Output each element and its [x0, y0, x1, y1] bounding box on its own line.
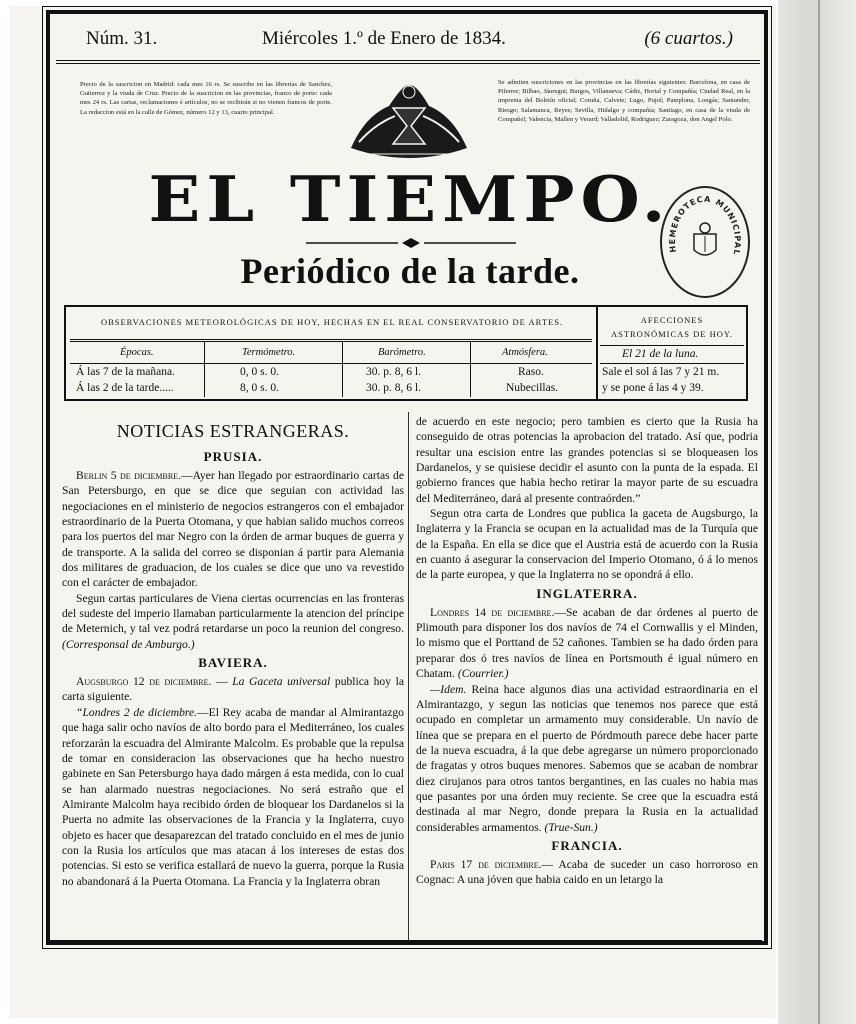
article-londres-letter: “Londres 2 de diciembre.—El Rey acaba de mandar al Almirantazgo que haga salir ocho navíos de alto bordo para el Mediterráneo, los cuales reforzarán la escuadra del Almirante Malcolm. Es probable que la repulsa de tomar en consideracion las observaciones que ha hecho nuestro gabinete en San Petersburgo haya dado márgen á esta medida, con lo cual se han alarmado nuestras negociaciones. No será estraño que el Almirante Malcolm haya recibido órden de bloquear los Dardanelos si la Puerta no admite las observaciones de la Francia y la Inglaterra, cuyo objeto es hacer que desaparezcan del tratado concluido en el mes de junio con la Rusia los artículos que mas atacan á los intereses de estas dos potencias. Si esto se verifica estallará de nuevo la guerra, porque la Rusia no abandonará á la Puerta Otomana. La Francia y la Inglaterra obran — [62, 705, 404, 888]
astro-sunrise: Sale el sol á las 7 y 21 m. — [602, 366, 720, 378]
francia-heading: FRANCIA. — [551, 837, 623, 853]
astro-sunset: y se pone á las 4 y 39. — [602, 382, 704, 394]
meteorological-panel — [66, 307, 598, 399]
baviera-heading: BAVIERA. — [198, 655, 268, 671]
row1-atmosfera: Raso. — [518, 366, 544, 378]
weather-caption: OBSERVACIONES METEOROLÓGICAS DE HOY, HECHAS EN EL REAL CONSERVATORIO DE ARTES. — [100, 317, 564, 327]
title-ornament-icon — [306, 238, 516, 248]
row1-barometro: 30. p. 8, 6 l. — [366, 366, 421, 378]
masthead-rule — [56, 60, 760, 61]
row2-termometro: 8, 0 s. 0. — [240, 382, 279, 394]
header-atmosfera: Atmósfera. — [502, 347, 548, 358]
issue-price: (6 cuartos.) — [644, 28, 733, 49]
header-barometro: Barómetro. — [378, 347, 426, 358]
header-epocas: Épocas. — [120, 347, 154, 358]
article-idem: —Idem. Reina hace algunos dias una actividad estraordinaria en el Almirantazgo, y segun las noticias que tenemos nos parece que está ocupado en completar un armamento muy considerable. Un navío de línea que se prepara en el puerto de Pórdmouth parece debe hacer parte de la nueva escuadra, á la que debe agregarse un número proporcionado de fragatas y otros buques menores. Sabemos que se acaban de nombrar diez cirujanos para otros tantos bergantines, en las cuales no habia mas que pasantes por una órden muy reciente. Se cree que la escuadra está destinada al mar Negro, donde prepara la Rusia en la actualidad considerables armamentos. (True-Sun.) — [416, 682, 758, 834]
row2-atmosfera: Nubecillas. — [506, 382, 559, 394]
hourglass-emblem-icon — [345, 76, 473, 162]
row2-epoca: Á las 2 de la tarde..... — [76, 382, 174, 394]
subscription-notice: Precio de la suscricion en Madrid: cada mes 16 rs. Se suscribe en las librerías de Sanchez, Gutierrez y la viuda de Cruz. Precio de la suscricion en las provincias, franco de porte: cada mes 24 rs. Las cartas, reclamaciones é artículos, no se recibirán si no vienen francos de porte. La redaccion está en la calle de Gómez, número 12 y 13, cuarto principal. — [80, 81, 332, 116]
hemeroteca-seal-icon — [662, 188, 748, 296]
inglaterra-heading: INGLATERRA. — [536, 585, 638, 601]
article-augsburgo: Augsburgo 12 de diciembre. — La Gaceta universal publica hoy la carta siguiente. — [62, 675, 404, 704]
column-divider — [408, 412, 409, 940]
svg-text:HEMEROTECA MUNICIPAL · MADRID: HEMEROTECA MUNICIPAL — [667, 194, 743, 257]
weather-observations-table — [64, 305, 748, 401]
provincial-subscription-notice: Se admiten suscriciones en las provincias en las librerías siguientes: Barcelona, en casa de Piferrer; Bilbao, Jáuregui; Burgos, Villanueva; Cádiz, Hortal y Compañía; Ciudad Real, en la imprenta del Boletín oficial; Coruña, Calvete; Lugo, Pujol; Pamplona, Longás; Santander, Riesgo; Salamanca, Reyes; Sevilla, Hidalgo y compañía; Santiago, en casa de la viuda de Compañel; Valencia, Mallen y Verard; Valladolid, Rodriguez; Zaragoza, don Angel Polo. — [498, 79, 750, 123]
issue-number: Núm. 31. — [86, 28, 158, 49]
article-berlin: Berlin 5 de diciembre.—Ayer han llegado por estraordinario cartas de San Petersburgo, en que se dice que seguian con actividad las negociaciones en el ministerio de negocios estrangeros con el embajador estraordinario de la Puerta Otomana, y que habian salido muchos correos para los puertos del mar Negro con la órden de armar buques de guerra y de transporte. A la salida del correo se disponian á partir para Alemania dos militares de graduacion, de los cuales se dice que uno va revestido con el carácter de embajador. — [62, 469, 404, 590]
row1-epoca: Á las 7 de la mañana. — [76, 366, 175, 378]
astronomical-panel — [598, 307, 746, 399]
article-viena: Segun cartas particulares de Viena ciertas ocurrencias en las fronteras del sudeste del imperio llamaban particularmente la atencion del príncipe de Meternich, y tal vez podrá retardarse un poco la reunion del congreso. (Corresponsal de Amburgo.) — [62, 591, 404, 651]
article-augsburgo-gaceta: Segun otra carta de Londres que publica la gaceta de Augsburgo, la Inglaterra y la Francia se ocupan en la actualidad mas de la Turquía que de la España. En ella se dice que el Austria está de acuerdo con la Rusia en cuanto á asegurar la conservacion del Imperio Otomano, ó á lo menos de la parte europea, y que la Inglaterra no se opondrá á ello. — [416, 507, 758, 582]
masthead-rule-2 — [56, 63, 760, 64]
prusia-heading: PRUSIA. — [203, 449, 263, 464]
left-column — [62, 416, 404, 889]
article-londres: Londres 14 de diciembre.—Se acaban de dar órdenes al puerto de Plimouth para disponer los dos navíos de 74 el Cornwallis y el Minden, lo mismo que el Porttand de 52 cañones. Tambien se ha dado órden para preparar dos ó tres navíos de línea en Portsmouth é igual número en Chatam. (Courrier.) — [416, 605, 758, 681]
issue-date: Miércoles 1.º de Enero de 1834. — [262, 28, 506, 49]
bottom-rule — [50, 940, 762, 943]
library-stamp — [660, 186, 750, 298]
section-heading: NOTICIAS ESTRANGERAS. — [116, 421, 350, 441]
masthead-line — [56, 28, 761, 54]
row1-termometro: 0, 0 s. 0. — [240, 366, 279, 378]
row2-barometro: 30. p. 8, 6 l. — [366, 382, 421, 394]
scanned-page-edge — [778, 0, 856, 1024]
astro-moon: El 21 de la luna. — [622, 348, 699, 360]
newspaper-subtitle: Periódico de la tarde. — [240, 251, 580, 291]
header-termometro: Termómetro. — [242, 347, 296, 358]
article-continuation: de acuerdo en este negocio; pero tambien es cierto que la Rusia ha conseguido de otras potencias la aprobacion del tratado. Así que, podria resultar una escision entre las grandes potencias si se bloqueasen los Dardanelos, y se quisiese decidir el asunto con la punta de la espada. El gobierno frances que habia hecho retirar la mayor parte de su escuadra del Mediterráneo, dará al presente contraórden.” — [416, 415, 758, 505]
article-paris: Paris 17 de diciembre.— Acaba de suceder un caso horroroso en Cognac: A una jóven que habia caido en un letargo la — [416, 857, 758, 887]
right-column — [416, 414, 758, 888]
newspaper-title: EL TIEMPO. — [148, 163, 672, 237]
astro-caption: AFECCIONES ASTRONÓMICAS DE HOY. — [610, 315, 734, 339]
